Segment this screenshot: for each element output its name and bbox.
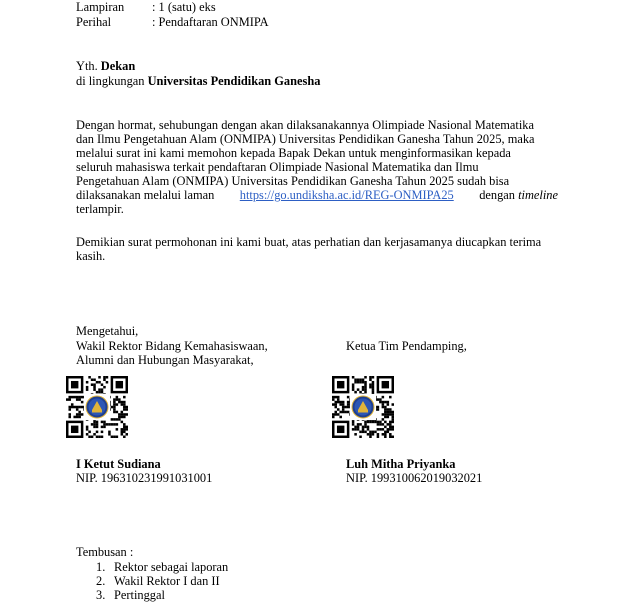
para1-line-7: terlampir.: [76, 202, 124, 216]
para1-line: Dengan hormat, sehubungan dengan akan dilaksanakannya Olimpiade Nasional Matematika: [76, 118, 534, 132]
timeline-italic: timeline: [518, 188, 558, 202]
tembusan-item-number: 3.: [96, 588, 106, 602]
recipient-title: Dekan: [100, 59, 136, 73]
tembusan-item-number: 1.: [96, 560, 106, 574]
lampiran-value: : 1 (satu) eks: [152, 0, 216, 14]
para1-line6-mid: dengan timeline: [479, 188, 558, 202]
left-signer-name: I Ketut Sudiana: [76, 457, 161, 471]
para1-line-6: [76, 188, 558, 202]
perihal-value: : Pendaftaran ONMIPA: [152, 15, 269, 29]
mengetahui-label: Mengetahui,: [76, 324, 139, 338]
left-signer-role-line2: Alumni dan Hubungan Masyarakat,: [76, 353, 254, 367]
para1-line: dan Ilmu Pengetahuan Alam (ONMIPA) Universitas Pendidikan Ganesha Tahun 2025, maka: [76, 132, 535, 146]
left-signer-role-line1: Wakil Rektor Bidang Kemahasiswaan,: [76, 339, 268, 353]
left-signer-nip: NIP. 196310231991031001: [76, 471, 213, 485]
university-seal-icon: [86, 396, 108, 418]
body-paragraph-2: [76, 235, 558, 263]
para2-line-1: Demikian surat permohonan ini kami buat, atas perhatian dan kerjasamanya diucapkan terima: [76, 235, 542, 249]
body-paragraph-1: [76, 118, 558, 216]
tembusan-item: Wakil Rektor I dan II: [114, 574, 220, 588]
recipient-yth: Yth.: [76, 59, 98, 73]
para1-line: seluruh mahasiswa terkait pendaftaran Olimpiade Nasional Matematika dan Ilmu: [76, 160, 479, 174]
para1-line: Pengetahuan Alam (ONMIPA) Universitas Pendidikan Ganesha Tahun 2025 sudah bisa: [76, 174, 510, 188]
right-signer-role: Ketua Tim Pendamping,: [346, 339, 467, 353]
tembusan-item: Rektor sebagai laporan: [114, 560, 229, 574]
right-signer-name: Luh Mitha Priyanka: [346, 457, 456, 471]
lampiran-label: Lampiran: [76, 0, 125, 14]
para1-line: melalui surat ini kami memohon kepada Bapak Dekan untuk menginformasikan kepada: [76, 146, 511, 160]
recipient-institution: Universitas Pendidikan Ganesha: [147, 74, 321, 88]
left-signature-qr-code: [66, 376, 128, 438]
para1-line6-prefix: dilaksanakan melalui laman: [76, 188, 215, 202]
tembusan-item-number: 2.: [96, 574, 106, 588]
recipient-di-lingkungan: di lingkungan: [76, 74, 145, 88]
para2-line-2: kasih.: [76, 249, 106, 263]
recipient-line2: [76, 74, 320, 89]
right-signature-qr-code: [332, 376, 394, 438]
tembusan-item: Pertinggal: [114, 588, 165, 602]
registration-link[interactable]: https://go.undiksha.ac.id/REG-ONMIPA25: [239, 188, 454, 202]
right-signer-nip: NIP. 199310062019032021: [346, 471, 483, 485]
perihal-label: Perihal: [76, 15, 112, 29]
tembusan-label: Tembusan :: [76, 545, 134, 559]
recipient-line1: [76, 59, 135, 74]
university-seal-icon: [352, 396, 374, 418]
